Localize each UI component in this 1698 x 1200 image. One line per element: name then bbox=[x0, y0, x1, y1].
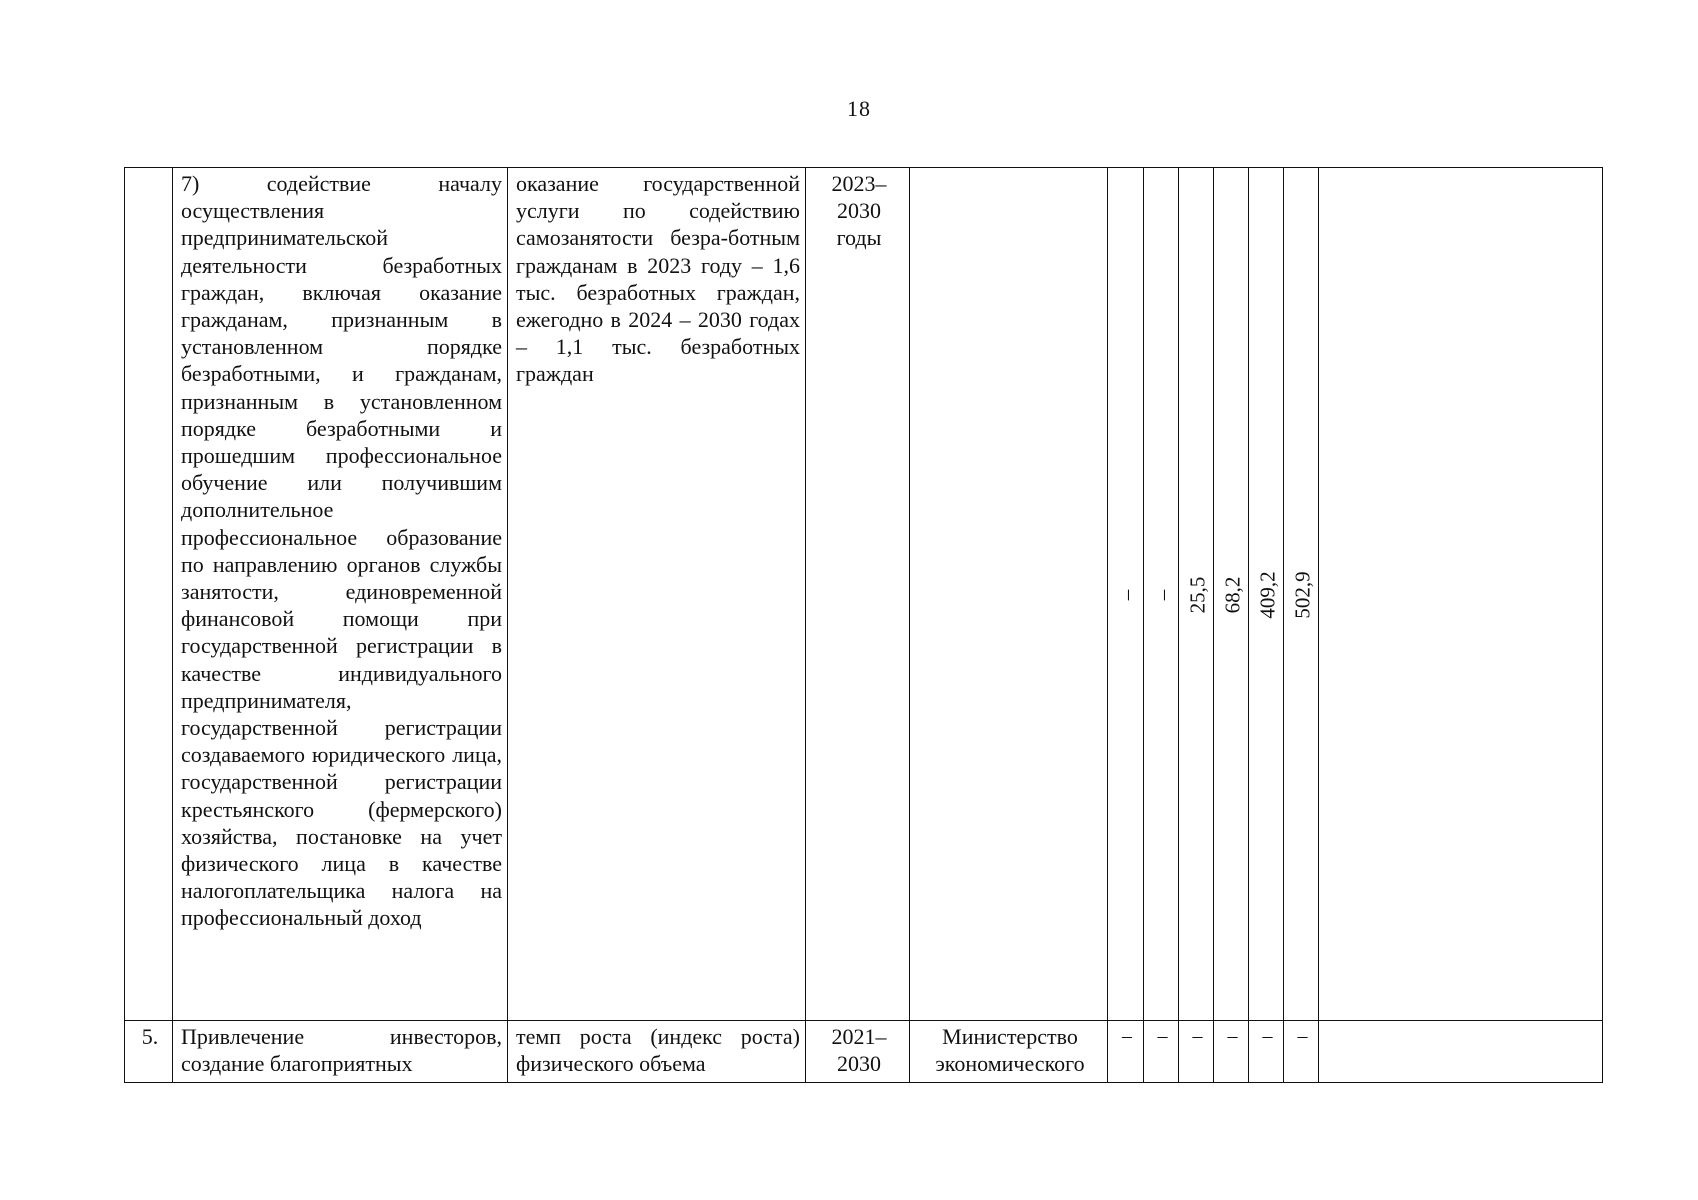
table-row bbox=[125, 1021, 1603, 1083]
value-cell bbox=[1144, 168, 1179, 1021]
table-row bbox=[125, 168, 1603, 1021]
note-cell bbox=[1319, 1021, 1603, 1083]
program-activities-table bbox=[124, 167, 1603, 1083]
value-cell bbox=[1284, 168, 1319, 1021]
value-cell: – bbox=[1214, 1021, 1249, 1083]
value-cell: – bbox=[1249, 1021, 1284, 1083]
value-cell: – bbox=[1108, 1021, 1144, 1083]
value-cell: – bbox=[1284, 1021, 1319, 1083]
period-cell: 2021– 2030 bbox=[806, 1021, 910, 1083]
value-text: 25,5 bbox=[1184, 576, 1209, 614]
period-cell: 2023– 2030 годы bbox=[806, 168, 910, 1021]
value-text: – bbox=[1114, 589, 1139, 601]
activity-cell: Привлечение инвесторов, создание благоприятных bbox=[173, 1021, 508, 1083]
row-number: 5. bbox=[125, 1021, 173, 1083]
value-cell bbox=[1108, 168, 1144, 1021]
row-number bbox=[125, 168, 173, 1021]
activity-cell: 7) содействие началу осуществления предпринимательской деятельности безработных граждан, включая оказание гражданам, признанным в установленном порядке безработными, и гражданам, признанным в установленном порядке безработными и прошедшим профессиональное обучение или получившим дополнительное профессиональное образование по направлению органов службы занятости, единовременной финансовой помощи при государственной регистрации в качестве индивидуального предпринимателя, государственной регистрации создаваемого юридического лица, государственной регистрации крестьянского (фермерского) хозяйства, постановке на учет физического лица в качестве налогоплательщика налога на профессиональный доход bbox=[173, 168, 508, 1021]
executor-cell: Министерство экономического bbox=[910, 1021, 1108, 1083]
value-text: – bbox=[1149, 589, 1174, 601]
result-cell: темп роста (индекс роста) физического объема bbox=[508, 1021, 806, 1083]
executor-cell bbox=[910, 168, 1108, 1021]
value-cell bbox=[1249, 168, 1284, 1021]
value-text: 409,2 bbox=[1254, 571, 1279, 619]
result-cell: оказание государственной услуги по содействию самозанятости безра-ботным гражданам в 2023 году – 1,6 тыс. безработных граждан, ежегодно в 2024 – 2030 годах – 1,1 тыс. безработных граждан bbox=[508, 168, 806, 1021]
note-cell bbox=[1319, 168, 1603, 1021]
value-cell: – bbox=[1144, 1021, 1179, 1083]
value-cell bbox=[1179, 168, 1214, 1021]
value-cell: – bbox=[1179, 1021, 1214, 1083]
value-text: 68,2 bbox=[1219, 576, 1244, 614]
value-cell bbox=[1214, 168, 1249, 1021]
value-text: 502,9 bbox=[1289, 571, 1314, 619]
page-number: 18 bbox=[847, 96, 871, 121]
